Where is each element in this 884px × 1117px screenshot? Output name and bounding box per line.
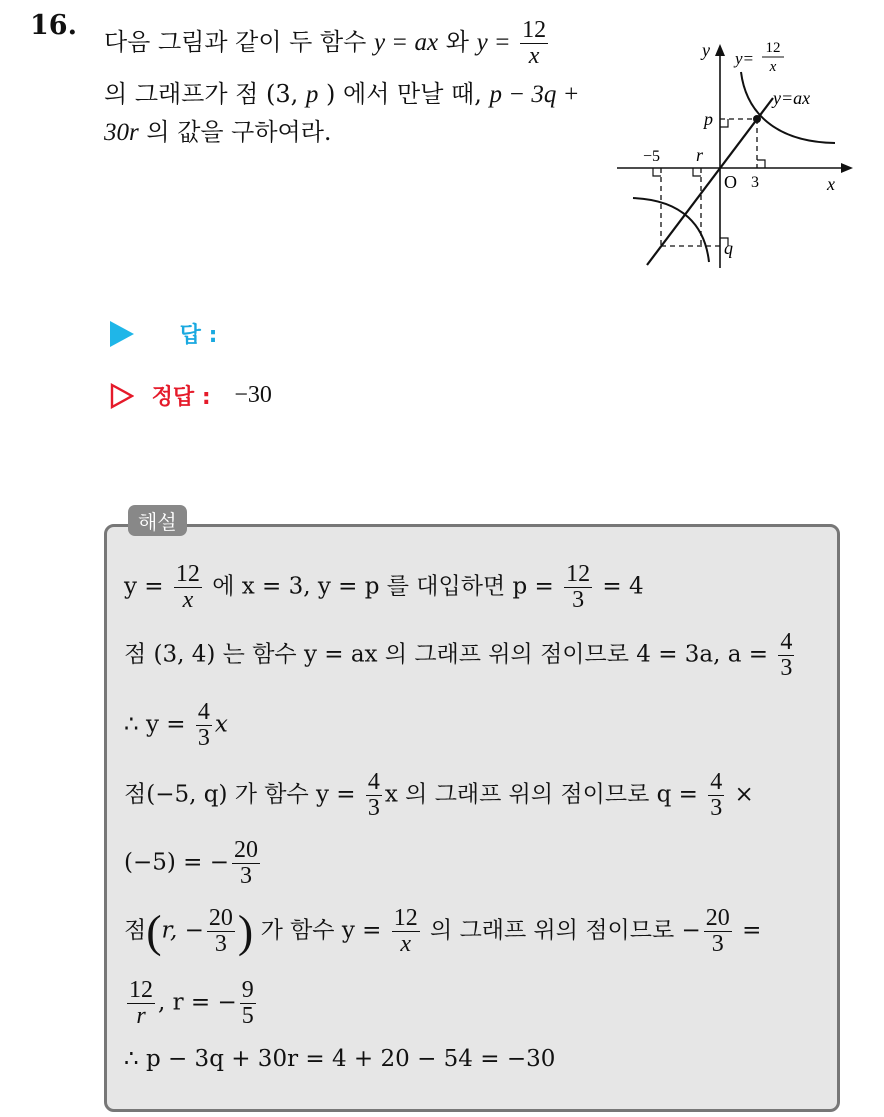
r-label: r xyxy=(696,145,704,165)
solution-line-7: $\frac{12}{r}$ , r = − $\frac{9}{5}$ xyxy=(129,977,254,1030)
solution-line-4: 점(−5, q) 가 함수 y = $\frac{4}{3}$ x 의 그래프 위의 점이므로 q = $\frac{4}{3}$ × xyxy=(124,769,754,822)
solution-line-3: ∴ y = $\frac{4}{3}$ x xyxy=(124,699,228,752)
neg5-label: −5 xyxy=(643,148,661,165)
problem-number: 16. xyxy=(30,10,77,41)
problem-line-2: 의 그래프가 점 (3, p ) 에서 만날 때, p − 3q + xyxy=(104,80,580,108)
solution-line-2: 점 (3, 4) 는 함수 y = ax 의 그래프 위의 점이므로 4 = 3a, a = $\frac{4}{3}$ xyxy=(124,629,793,682)
x-axis-label: x xyxy=(827,174,835,194)
y-axis-label: y xyxy=(702,40,710,60)
solution-line-5: (−5) = − $\frac{20}{3}$ xyxy=(124,837,259,890)
curve-label: y= xyxy=(735,49,755,68)
correct-answer-row: 정답 : −30 xyxy=(110,380,272,411)
solution-line-8: ∴ p − 3q + 30r = 4 + 20 − 54 = −30 xyxy=(124,1046,556,1072)
problem-line-3: 30r 의 값을 구하여라. xyxy=(104,118,332,146)
solution-line-6: 점(r, − $\frac{20}{3}$ ) 가 함수 y = $\frac{12}{x}$ 의 그래프 위의 점이므로 − $\frac{20}{3}$ = xyxy=(124,905,762,958)
fraction: $\frac{12}{x}$ xyxy=(522,17,547,70)
outline-triangle-icon xyxy=(110,383,134,409)
line-label: y=ax xyxy=(773,88,811,108)
correct-value: −30 xyxy=(234,382,272,408)
p-label: p xyxy=(704,109,713,129)
origin-label: O xyxy=(724,172,737,192)
solution-tag: 해설 xyxy=(128,505,187,536)
graph-figure xyxy=(605,30,860,275)
play-triangle-icon xyxy=(110,321,134,347)
curve-label-num: 12 xyxy=(765,40,781,56)
problem-line-1: 다음 그림과 같이 두 함수 y = ax 와 y = $\frac{12}{x}$ xyxy=(104,17,547,70)
solution-line-1: y = $\frac{12}{x}$ 에 x = 3, y = p 를 대입하면 p = $\frac{12}{3}$ = 4 xyxy=(124,561,644,614)
three-label: 3 xyxy=(751,174,759,191)
curve-label-den: x xyxy=(769,59,777,75)
answer-row: 답 : xyxy=(110,318,217,349)
q-label: q xyxy=(724,238,733,258)
